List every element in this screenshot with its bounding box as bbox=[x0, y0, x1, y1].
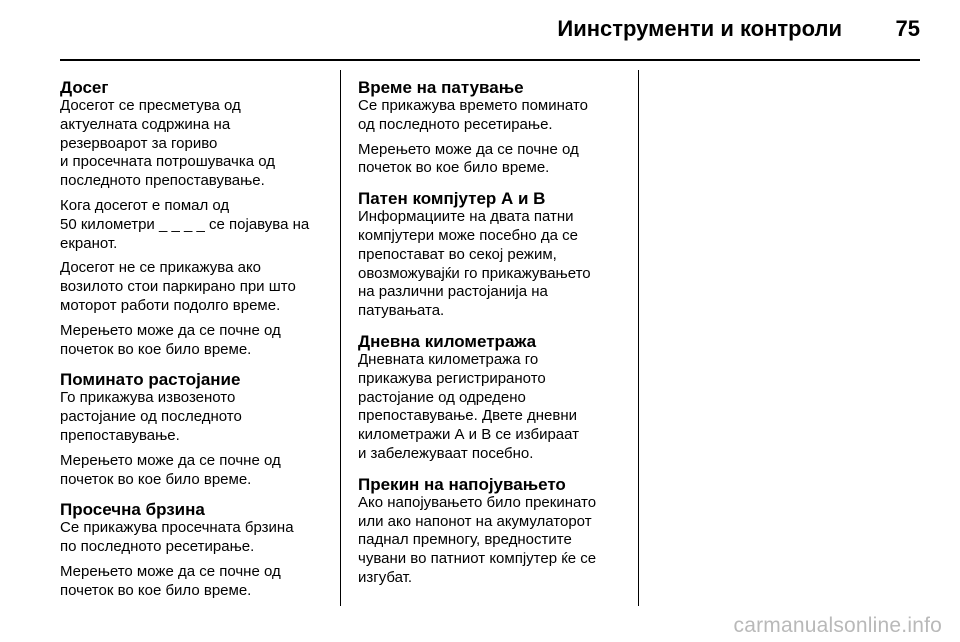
paragraph: Мерењето може да се почне од почеток во кое било време. bbox=[60, 451, 281, 488]
section-range bbox=[60, 78, 330, 359]
section-heading: Просечна брзина bbox=[60, 500, 205, 520]
paragraph: Кога досегот е помал од 50 километри _ _ _ _ се појавува на екранот. bbox=[60, 196, 310, 252]
paragraph: Го прикажува извозеното растојание од последното препоставување. bbox=[60, 389, 242, 444]
text-column-2 bbox=[358, 78, 628, 588]
header-rule bbox=[60, 59, 920, 61]
column-divider-right bbox=[638, 70, 639, 606]
paragraph: Се прикажува времето поминато од последното ресетирање. bbox=[358, 97, 588, 133]
paragraph: Ако напојувањето било прекинато или ако напонот на акумулаторот паднал премногу, вредностите чувани во патниот компјутер ќе се изгубат. bbox=[358, 493, 597, 586]
paragraph: Се прикажува просечната брзина по последното ресетирање. bbox=[60, 519, 294, 556]
section-average-speed bbox=[60, 500, 330, 600]
section-trip-odometer bbox=[358, 332, 628, 464]
paragraph: Досегот се пресметува од актуелната содржина на резервоарот за гориво и просечната потрошувачка од последното препоставување. bbox=[60, 97, 276, 190]
page-number: 75 bbox=[895, 16, 920, 41]
section-distance-travelled bbox=[60, 370, 330, 489]
paragraph: Досегот не се прикажува ако возилото стои паркирано при што моторот работи подолго време. bbox=[60, 259, 296, 314]
paragraph: Информациите на двата патни компјутери може посебно да се препостават во секој режим, овозможувајќи го прикажувањето на различни растојанија на патувањата. bbox=[358, 208, 591, 320]
page-header bbox=[0, 0, 960, 62]
section-heading: Време на патување bbox=[358, 78, 524, 97]
watermark: carmanualsonline.info bbox=[733, 614, 942, 637]
header-title: Иинструменти и контроли bbox=[557, 16, 842, 41]
paragraph: Мерењето може да се почне од почеток во кое било време. bbox=[60, 562, 281, 599]
section-heading: Дневна километража bbox=[358, 331, 537, 351]
paragraph: Мерењето може да се почне од почеток во кое било време. bbox=[60, 321, 281, 358]
section-trip-computer bbox=[358, 189, 628, 321]
section-power-interruption bbox=[358, 475, 628, 588]
section-heading: Поминато растојание bbox=[60, 370, 241, 390]
section-heading: Досег bbox=[60, 78, 109, 97]
paragraph: Мерењето може да се почне од почеток во кое било време. bbox=[358, 140, 579, 177]
section-heading: Прекин на напојувањето bbox=[358, 474, 566, 494]
column-divider-left bbox=[340, 70, 341, 606]
text-column-1 bbox=[60, 78, 330, 601]
section-heading: Патен компјутер А и В bbox=[358, 189, 546, 209]
section-travel-time bbox=[358, 78, 628, 178]
paragraph: Дневната километража го прикажува регистрираното растојание од одредено препоставување. Двете дневни километражи А и В се избираат и забележуваат посебно. bbox=[358, 350, 580, 462]
